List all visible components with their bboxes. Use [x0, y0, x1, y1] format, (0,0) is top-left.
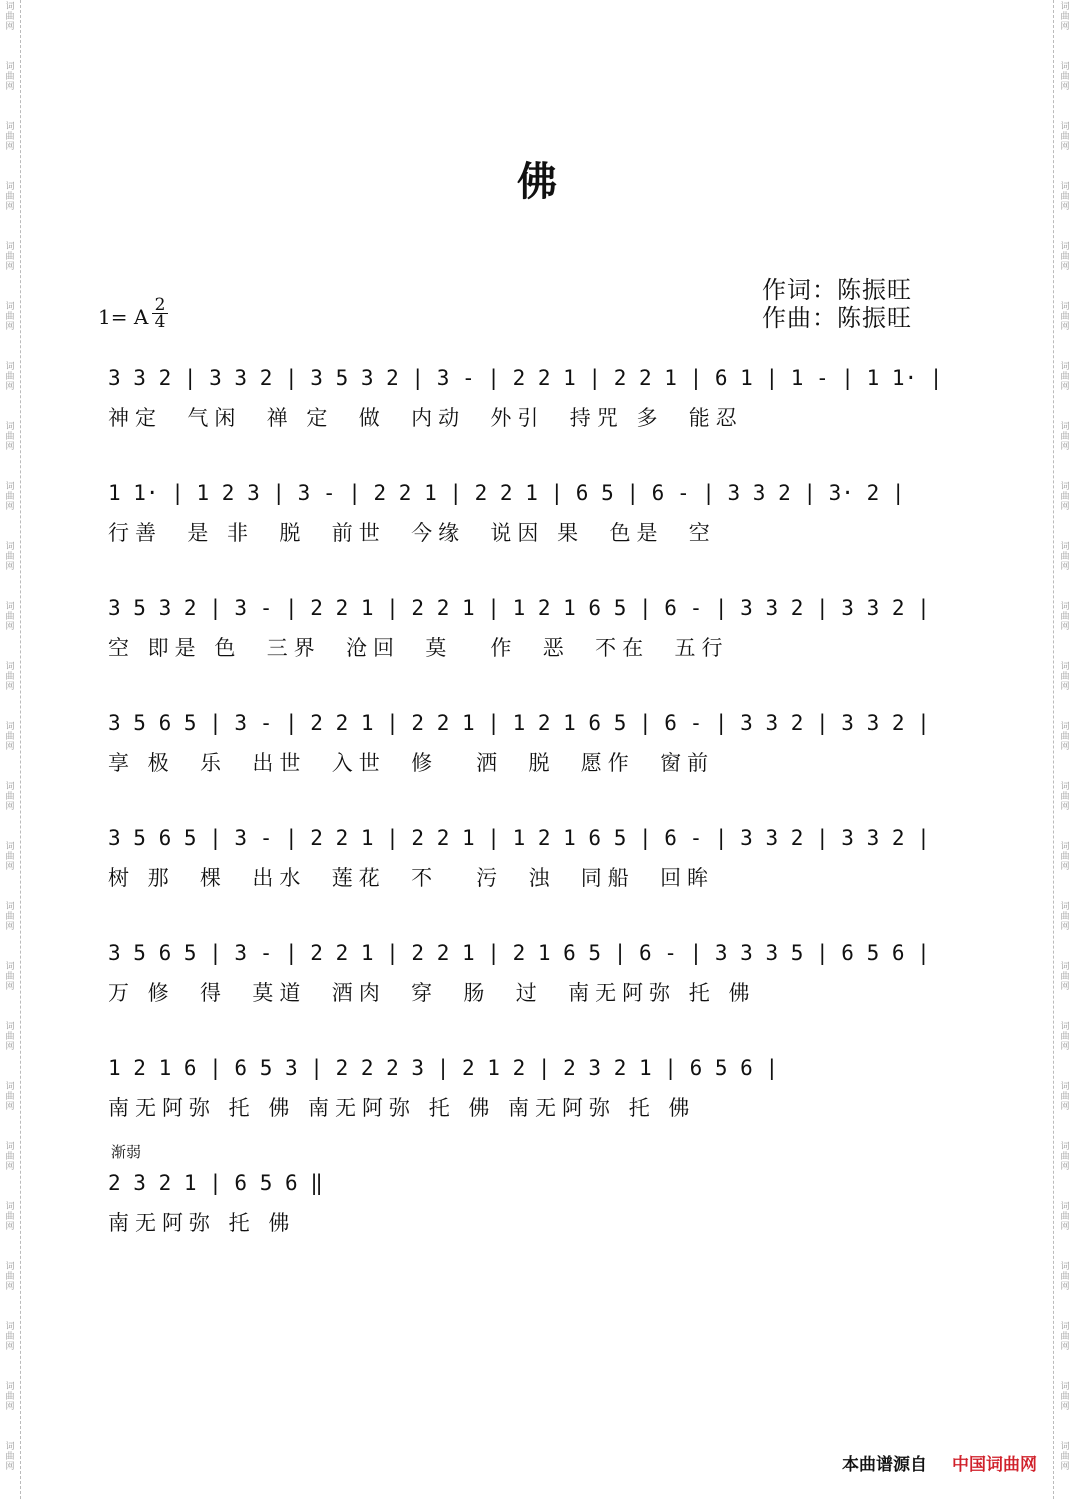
lyricist-credit: 作词：陈振旺 [762, 276, 912, 304]
side-watermark-mark: 词 曲 网 [1060, 1142, 1070, 1172]
side-watermark-mark: 词 曲 网 [1060, 362, 1070, 392]
lyric-line: 享 极 乐 出世 入世 修 洒 脱 愿作 窗前 [108, 751, 715, 775]
lyric-line: 行善 是 非 脱 前世 今缘 说因 果 色是 空 [108, 521, 716, 545]
side-watermark-mark: 词 曲 网 [5, 1142, 15, 1172]
notation-line: 2 3 2 1 | 6 5 6 ‖ [108, 1171, 323, 1195]
side-watermark-mark: 词 曲 网 [1060, 782, 1070, 812]
side-watermark-mark: 词 曲 网 [1060, 722, 1070, 752]
side-watermark-mark: 词 曲 网 [5, 962, 15, 992]
side-watermark-mark: 词 曲 网 [1060, 1442, 1070, 1472]
side-watermark-mark: 词 曲 网 [5, 1022, 15, 1052]
side-watermark-mark: 词 曲 网 [5, 662, 15, 692]
right-border [1053, 0, 1054, 1499]
side-watermark-mark: 词 曲 网 [1060, 1262, 1070, 1292]
side-watermark-mark: 词 曲 网 [5, 62, 15, 92]
side-watermark-mark: 词 曲 网 [5, 242, 15, 272]
notation-line: 1 2 1 6 | 6 5 3 | 2 2 2 3 | 2 1 2 | 2 3 2 1 | 6 5 6 | [108, 1056, 779, 1080]
side-watermark-mark: 词 曲 网 [5, 1442, 15, 1472]
side-watermark-mark: 词 曲 网 [1060, 62, 1070, 92]
lyric-line: 南无阿弥 托 佛 南无阿弥 托 佛 南无阿弥 托 佛 [108, 1096, 696, 1120]
song-title: 佛 [517, 158, 557, 205]
notation-line: 3 5 6 5 | 3 - | 2 2 1 | 2 2 1 | 2 1 6 5 | 6 - | 3 3 3 5 | 6 5 6 | [108, 941, 930, 965]
side-watermark-mark: 词 曲 网 [1060, 902, 1070, 932]
side-watermark-mark: 词 曲 网 [1060, 122, 1070, 152]
footer-source-text: 本曲谱源自 [842, 1455, 927, 1475]
side-watermark-mark: 词 曲 网 [1060, 302, 1070, 332]
side-watermark-mark: 词 曲 网 [5, 722, 15, 752]
side-watermark-mark: 词 曲 网 [1060, 602, 1070, 632]
side-watermark-mark: 词 曲 网 [1060, 1082, 1070, 1112]
notation-line: 3 5 6 5 | 3 - | 2 2 1 | 2 2 1 | 1 2 1 6 5 | 6 - | 3 3 2 | 3 3 2 | [108, 711, 930, 735]
key-signature: 1= A [98, 305, 149, 329]
side-watermark-mark: 词 曲 网 [1060, 1022, 1070, 1052]
side-watermark-mark: 词 曲 网 [1060, 1382, 1070, 1412]
side-watermark-mark: 词 曲 网 [1060, 962, 1070, 992]
side-watermark-mark: 词 曲 网 [1060, 1322, 1070, 1352]
left-border [20, 0, 21, 1499]
side-watermark-mark: 词 曲 网 [1060, 422, 1070, 452]
side-watermark-mark: 词 曲 网 [5, 1322, 15, 1352]
notation-line: 3 3 2 | 3 3 2 | 3 5 3 2 | 3 - | 2 2 1 | 2 2 1 | 6 1 | 1 - | 1 1· | [108, 366, 943, 390]
time-signature [152, 297, 168, 330]
lyric-line: 神定 气闲 禅 定 做 内动 外引 持咒 多 能忍 [108, 406, 743, 430]
lyric-line: 南无阿弥 托 佛 [108, 1211, 296, 1235]
side-watermark-mark: 词 曲 网 [5, 122, 15, 152]
lyric-line: 万 修 得 莫道 酒肉 穿 肠 过 南无阿弥 托 佛 [108, 981, 756, 1005]
side-watermark-mark: 词 曲 网 [5, 302, 15, 332]
notation-line: 3 5 3 2 | 3 - | 2 2 1 | 2 2 1 | 1 2 1 6 5 | 6 - | 3 3 2 | 3 3 2 | [108, 596, 930, 620]
side-watermark-mark: 词 曲 网 [1060, 662, 1070, 692]
lyric-line: 树 那 棵 出水 莲花 不 污 浊 同船 回眸 [108, 866, 715, 890]
side-watermark-mark: 词 曲 网 [5, 1202, 15, 1232]
side-watermark-mark: 词 曲 网 [1060, 2, 1070, 32]
time-signature-bottom: 4 [154, 312, 166, 332]
side-watermark-mark: 词 曲 网 [1060, 242, 1070, 272]
side-watermark-mark: 词 曲 网 [1060, 842, 1070, 872]
composer-credit: 作曲：陈振旺 [762, 304, 912, 332]
side-watermark-mark: 词 曲 网 [5, 362, 15, 392]
side-watermark-mark: 词 曲 网 [5, 422, 15, 452]
side-watermark-mark: 词 曲 网 [5, 482, 15, 512]
side-watermark-mark: 词 曲 网 [5, 902, 15, 932]
side-watermark-mark: 词 曲 网 [5, 182, 15, 212]
time-signature-top: 2 [154, 295, 166, 315]
notation-line: 3 5 6 5 | 3 - | 2 2 1 | 2 2 1 | 1 2 1 6 5 | 6 - | 3 3 2 | 3 3 2 | [108, 826, 930, 850]
dynamic-marking: 渐弱 [111, 1143, 142, 1161]
side-watermark-mark: 词 曲 网 [5, 842, 15, 872]
footer-site-link[interactable]: 中国词曲网 [952, 1455, 1037, 1475]
side-watermark-mark: 词 曲 网 [1060, 482, 1070, 512]
side-watermark-mark: 词 曲 网 [5, 1382, 15, 1412]
side-watermark-mark: 词 曲 网 [1060, 542, 1070, 572]
notation-line: 1 1· | 1 2 3 | 3 - | 2 2 1 | 2 2 1 | 6 5 | 6 - | 3 3 2 | 3· 2 | [108, 481, 905, 505]
side-watermark-mark: 词 曲 网 [1060, 1202, 1070, 1232]
side-watermark-mark: 词 曲 网 [1060, 182, 1070, 212]
side-watermark-mark: 词 曲 网 [5, 542, 15, 572]
side-watermark-mark: 词 曲 网 [5, 602, 15, 632]
lyric-line: 空 即是 色 三界 沧回 莫 作 恶 不在 五行 [108, 636, 729, 660]
side-watermark-mark: 词 曲 网 [5, 782, 15, 812]
side-watermark-mark: 词 曲 网 [5, 1082, 15, 1112]
side-watermark-mark: 词 曲 网 [5, 1262, 15, 1292]
side-watermark-mark: 词 曲 网 [5, 2, 15, 32]
